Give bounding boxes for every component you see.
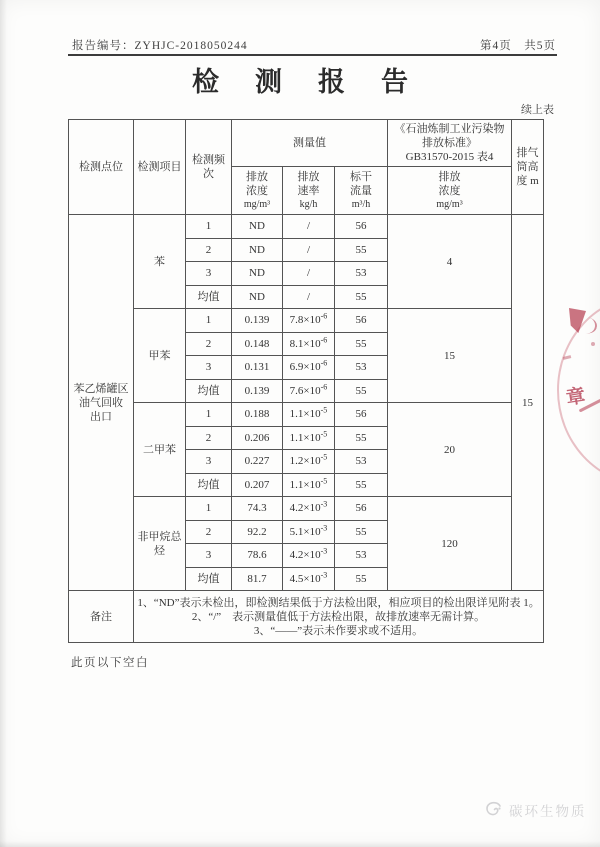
seal-stamp-character: 章 — [564, 385, 587, 410]
report-number-value: ZYHJC-2018050244 — [134, 40, 248, 52]
cell-frequency: 3 — [186, 544, 232, 568]
rate-value: 6.9×10 — [289, 361, 321, 374]
point-line3: 出口 — [90, 410, 112, 423]
cell-rate — [283, 450, 335, 474]
col-header-item: 检测项目 — [134, 120, 186, 215]
col-header-flow — [335, 167, 388, 215]
rate-exponent: -5 — [320, 452, 328, 462]
rate-exponent: -6 — [320, 382, 328, 392]
cell-flow: 55 — [335, 238, 388, 262]
point-line2: 油气回收 — [79, 396, 123, 409]
cell-frequency: 2 — [186, 238, 232, 262]
page-blank-note: 此页以下空白 — [71, 657, 149, 669]
rate-exponent: -6 — [320, 311, 328, 321]
cell-concentration: 0.188 — [232, 403, 283, 427]
cell-frequency: 3 — [186, 262, 232, 286]
cell-flow: 53 — [335, 450, 388, 474]
cell-concentration: 81.7 — [232, 567, 283, 591]
cell-item: 非甲烷总烃 — [134, 497, 186, 591]
rate-exponent: -3 — [320, 570, 328, 580]
remark-label: 备注 — [69, 591, 134, 643]
cell-flow: 56 — [335, 497, 388, 521]
cell-frequency: 均值 — [186, 379, 232, 403]
cell-concentration: 78.6 — [232, 544, 283, 568]
cell-concentration: 92.2 — [232, 520, 283, 544]
rate-value: 1.1×10 — [289, 408, 321, 421]
cell-flow: 53 — [335, 544, 388, 568]
standard-code: GB31570-2015 表4 — [405, 151, 494, 163]
cell-frequency: 3 — [186, 450, 232, 474]
cell-concentration: 0.139 — [232, 309, 283, 333]
col-header-point: 检测点位 — [69, 120, 134, 215]
rate-exponent: -3 — [320, 499, 328, 509]
cell-frequency: 2 — [186, 426, 232, 450]
stack-header-line3: 度 m — [516, 175, 539, 187]
seal-stamp-fragment — [591, 342, 595, 346]
rate-value: 1.1×10 — [289, 431, 321, 444]
std-conc-header-line1: 排放 — [438, 170, 461, 183]
rate-exponent: -5 — [320, 405, 328, 415]
cell-frequency: 1 — [186, 403, 232, 427]
cell-flow: 55 — [335, 379, 388, 403]
cell-frequency: 均值 — [186, 285, 232, 309]
cell-rate — [283, 473, 335, 497]
stack-header-line1: 排气 — [516, 147, 539, 159]
rate-exponent: -6 — [320, 358, 328, 368]
cell-standard: 4 — [388, 215, 512, 309]
rate-value: / — [306, 267, 311, 280]
cell-concentration: 0.139 — [232, 379, 283, 403]
cell-flow: 56 — [335, 309, 388, 333]
rate-header-line1: 排放 — [297, 170, 320, 183]
rate-value: / — [306, 220, 311, 233]
cell-rate — [283, 567, 335, 591]
rate-value: 8.1×10 — [289, 337, 321, 350]
cell-rate — [283, 238, 335, 262]
col-header-standard-concentration — [388, 167, 512, 215]
cell-standard: 20 — [388, 403, 512, 497]
rate-value: / — [306, 243, 311, 256]
cell-rate — [283, 356, 335, 380]
cell-rate — [283, 544, 335, 568]
rate-exponent: -3 — [320, 546, 328, 556]
rate-value: 4.2×10 — [289, 549, 321, 562]
col-header-measured-group: 测量值 — [232, 120, 388, 167]
cell-concentration: 0.131 — [232, 356, 283, 380]
conc-header-line1: 排放 — [246, 170, 268, 183]
watermark-text: 碳环生物质 — [509, 804, 587, 819]
rate-value: 7.6×10 — [289, 384, 321, 397]
rate-value: 1.1×10 — [289, 478, 321, 491]
cell-rate — [283, 403, 335, 427]
rate-exponent: -3 — [320, 523, 328, 533]
cell-frequency: 2 — [186, 520, 232, 544]
conc-header-unit: mg/m³ — [243, 198, 271, 210]
cell-flow: 55 — [335, 426, 388, 450]
cell-frequency: 均值 — [186, 567, 232, 591]
point-line1: 苯乙烯罐区 — [73, 382, 129, 395]
cell-frequency: 1 — [186, 215, 232, 239]
cell-rate — [283, 309, 335, 333]
col-header-rate — [283, 167, 335, 215]
rate-value: 4.5×10 — [289, 572, 321, 585]
standard-title: 《石油炼制工业污染物排放标准》 — [394, 123, 505, 149]
report-number-label: 报告编号： — [72, 40, 135, 52]
cell-rate — [283, 520, 335, 544]
cell-standard: 15 — [388, 309, 512, 403]
remark-line-3: 3、“——”表示未作要求或不适用。 — [253, 624, 424, 637]
cell-rate — [283, 497, 335, 521]
rate-exponent: -5 — [320, 476, 328, 486]
cell-rate — [283, 215, 335, 239]
flow-header-unit: m³/h — [351, 198, 371, 210]
cell-concentration: 0.227 — [232, 450, 283, 474]
cell-frequency: 均值 — [186, 473, 232, 497]
report-number — [72, 37, 248, 53]
header-divider — [68, 54, 557, 56]
cell-stack-height: 15 — [512, 215, 544, 591]
cell-concentration: 0.207 — [232, 473, 283, 497]
cell-item: 甲苯 — [134, 309, 186, 403]
rate-value: 1.2×10 — [289, 455, 321, 468]
cell-flow: 55 — [335, 567, 388, 591]
cell-item: 二甲苯 — [134, 403, 186, 497]
flow-header-line1: 标干 — [350, 170, 373, 183]
col-header-frequency: 检测频次 — [186, 120, 232, 215]
cell-rate — [283, 379, 335, 403]
rate-value: 5.1×10 — [289, 525, 321, 538]
cell-concentration: 0.206 — [232, 426, 283, 450]
cell-standard: 120 — [388, 497, 512, 591]
cell-concentration: ND — [232, 238, 283, 262]
stack-header-line2: 筒高 — [516, 161, 539, 173]
cell-concentration: 74.3 — [232, 497, 283, 521]
cell-concentration: ND — [232, 215, 283, 239]
watermark — [482, 799, 587, 821]
cell-rate — [283, 426, 335, 450]
rate-exponent: -5 — [320, 429, 328, 439]
cell-flow: 56 — [335, 215, 388, 239]
rate-header-unit: kg/h — [299, 198, 318, 210]
cell-frequency: 2 — [186, 332, 232, 356]
rate-exponent: -6 — [320, 335, 328, 345]
col-header-standard — [388, 120, 512, 167]
col-header-concentration — [232, 167, 283, 215]
cell-rate — [283, 285, 335, 309]
cell-frequency: 1 — [186, 309, 232, 333]
cell-flow: 55 — [335, 332, 388, 356]
rate-value: 4.2×10 — [289, 502, 321, 515]
cell-item: 苯 — [134, 215, 186, 309]
cell-rate — [283, 262, 335, 286]
cell-frequency: 3 — [186, 356, 232, 380]
cell-flow: 56 — [335, 403, 388, 427]
cell-rate — [283, 332, 335, 356]
cell-frequency: 1 — [186, 497, 232, 521]
rate-value: / — [306, 290, 311, 303]
remarks-cell — [134, 591, 544, 643]
continued-table-note: 续上表 — [521, 104, 554, 116]
cell-flow: 55 — [335, 473, 388, 497]
cell-flow: 53 — [335, 356, 388, 380]
results-table — [68, 119, 544, 643]
conc-header-line2: 浓度 — [246, 184, 268, 197]
col-header-stack-height — [512, 120, 544, 215]
watermark-logo-icon — [482, 799, 504, 821]
cell-concentration: ND — [232, 262, 283, 286]
cell-flow: 55 — [335, 285, 388, 309]
remark-line-1: 1、“ND”表示未检出，即检测结果低于方法检出限，相应项目的检出限详见附表 1。 — [137, 596, 540, 609]
cell-point — [69, 215, 134, 591]
std-conc-header-line2: 浓度 — [438, 184, 461, 197]
report-title: 检测报告 — [192, 67, 444, 97]
remark-line-2: 2、“/” 表示测量值低于方法检出限，故排放速率无需计算。 — [191, 610, 486, 623]
cell-flow: 53 — [335, 262, 388, 286]
rate-value: 7.8×10 — [289, 314, 321, 327]
cell-flow: 55 — [335, 520, 388, 544]
cell-concentration: 0.148 — [232, 332, 283, 356]
flow-header-line2: 流量 — [350, 184, 373, 197]
rate-header-line2: 速率 — [297, 184, 320, 197]
page-indicator: 第4页 共5页 — [480, 40, 556, 52]
cell-concentration: ND — [232, 285, 283, 309]
std-conc-header-unit: mg/m³ — [436, 198, 463, 210]
